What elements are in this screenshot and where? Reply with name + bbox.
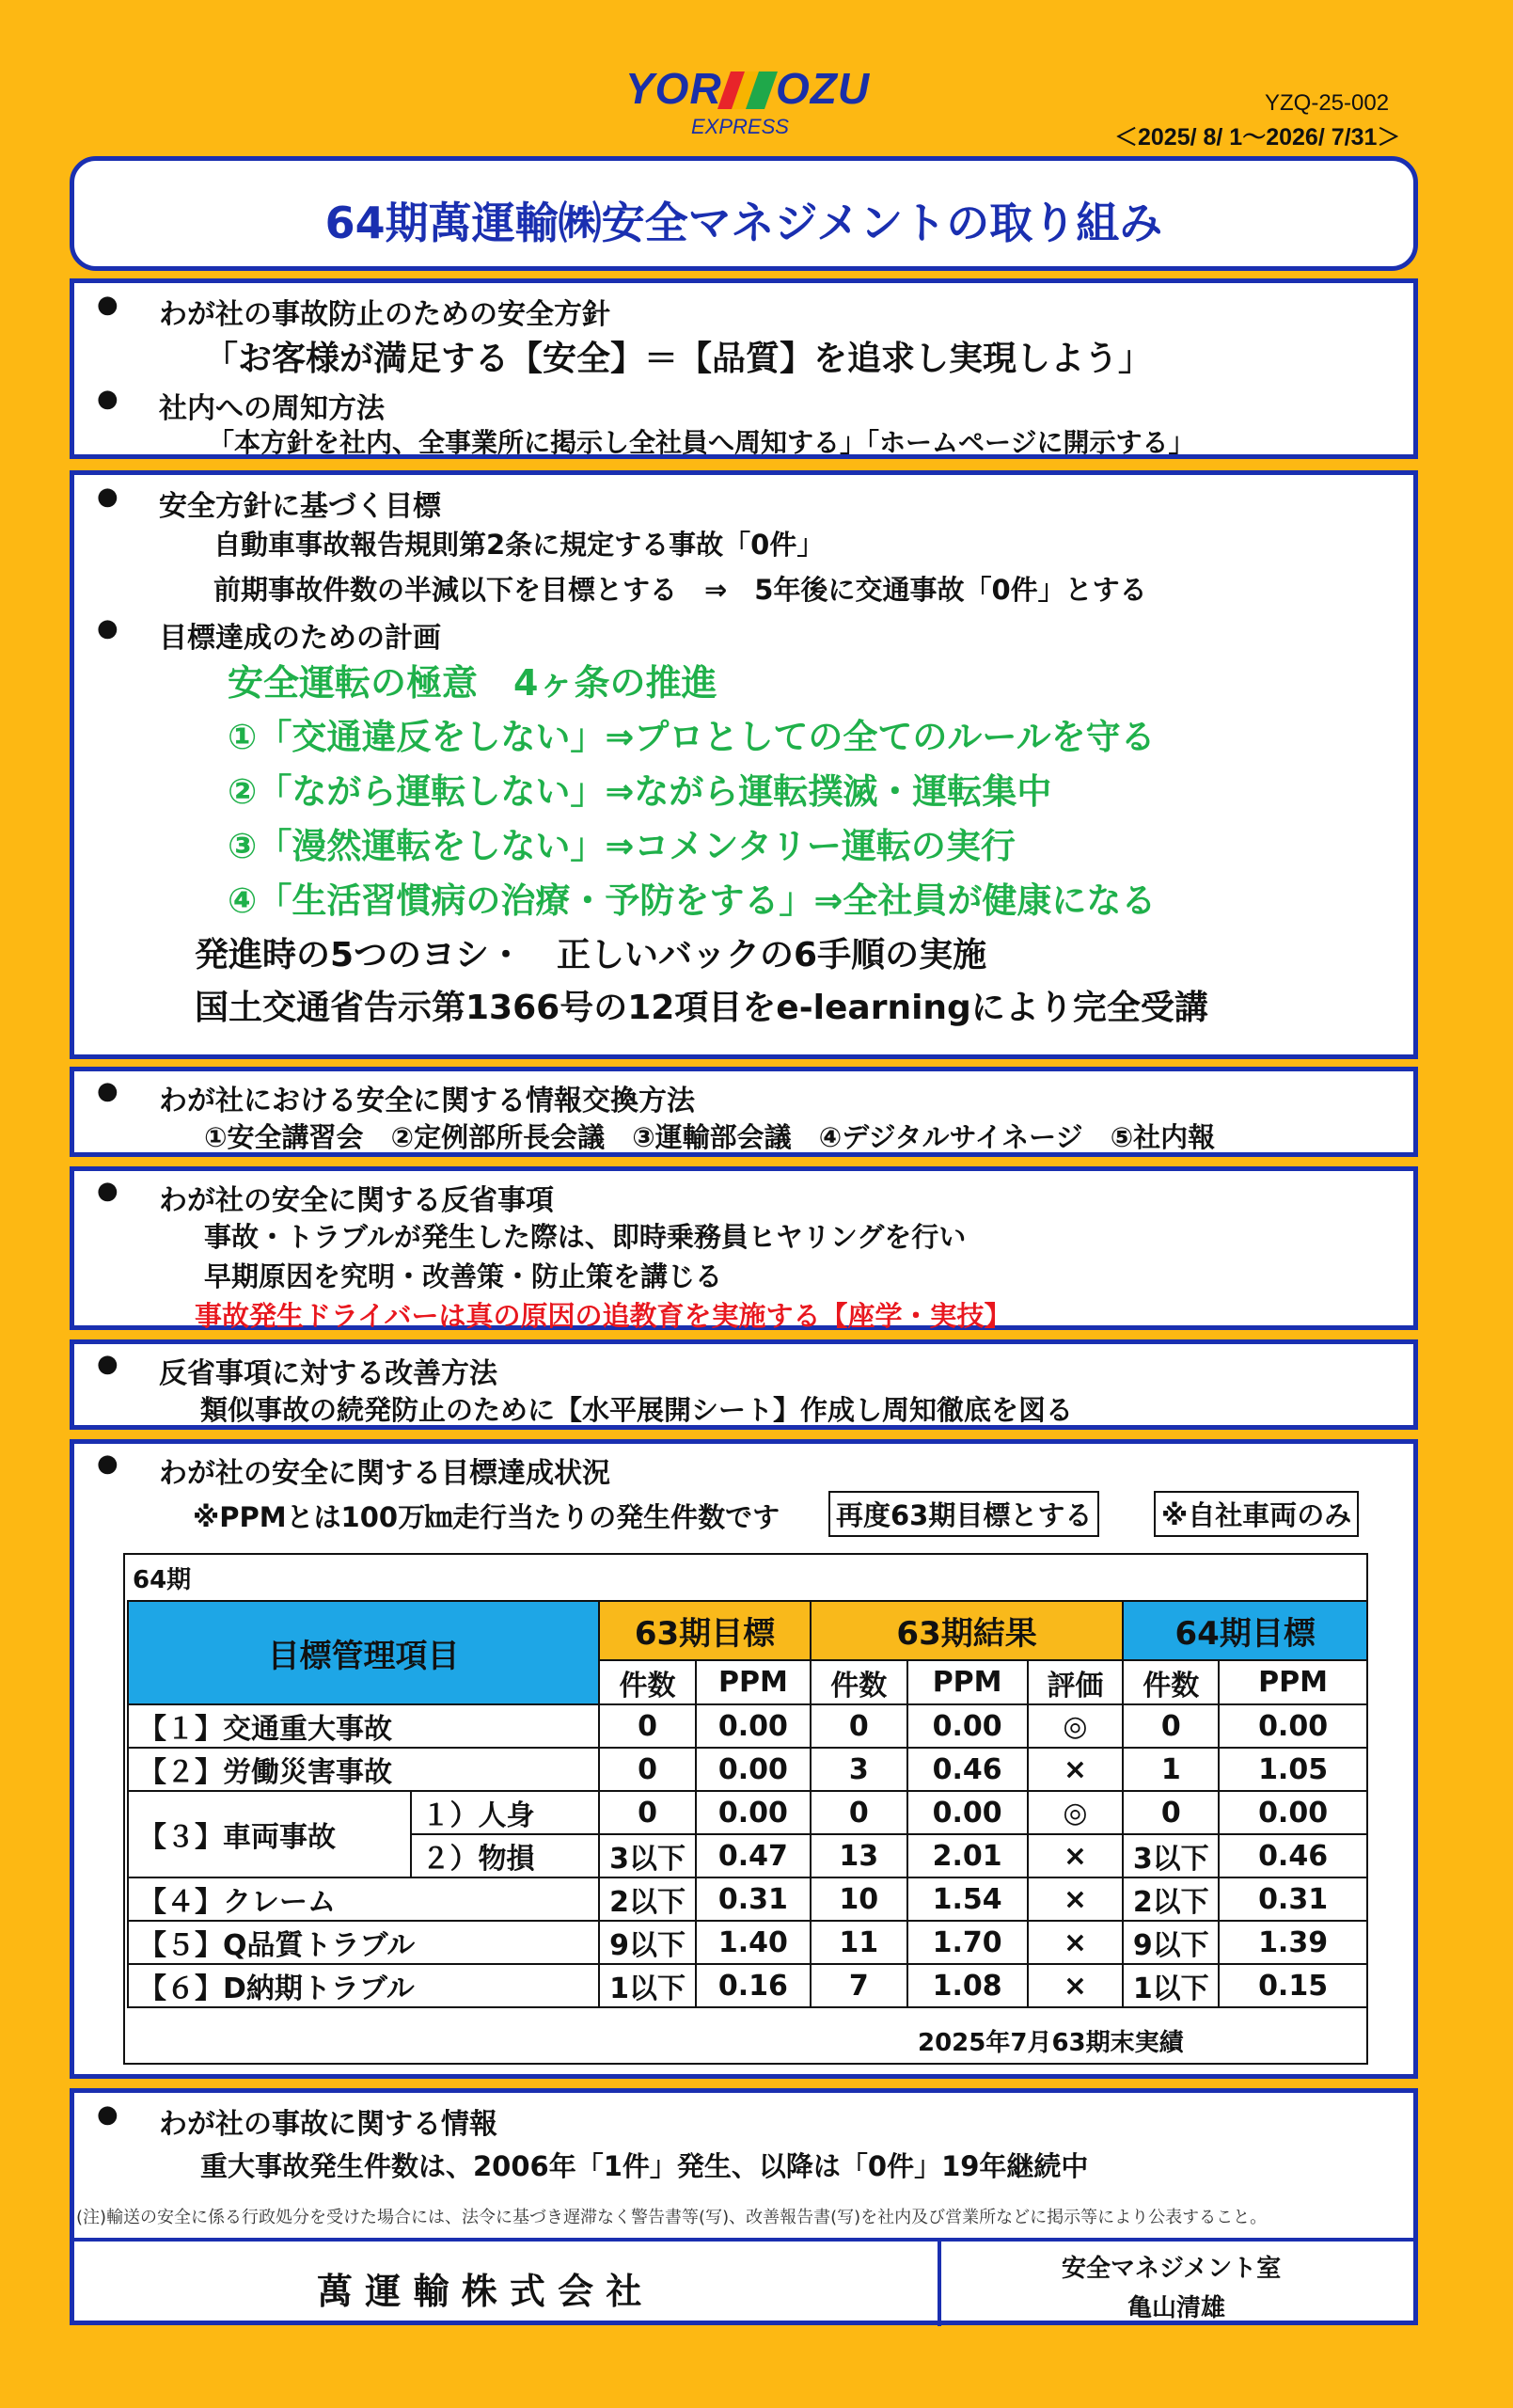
own-vehicle-note-box: ※自社車両のみ xyxy=(1154,1491,1359,1537)
svg-text:OZU: OZU xyxy=(776,64,871,113)
table-row xyxy=(128,1921,1367,1964)
row-label: 【５】Q品質トラブル xyxy=(128,1921,599,1964)
cell: 3 xyxy=(811,1748,907,1791)
notice-heading: ● 社内への周知方法 xyxy=(159,385,385,426)
period: ＜2025/ 8/ 1～2026/ 7/31＞ xyxy=(1114,124,1401,150)
info-exchange-text: ①安全講習会 ②定例部所長会議 ③運輸部会議 ④デジタルサイネージ ⑤社内報 xyxy=(204,1121,1216,1153)
cell: 1以下 xyxy=(1123,1964,1219,2007)
title-box xyxy=(70,156,1418,271)
cell: 9以下 xyxy=(599,1921,696,1964)
cell: 0.15 xyxy=(1219,1964,1367,2007)
eval-cell: ◎ xyxy=(1028,1791,1124,1834)
col-64target-header: 64期目標 xyxy=(1123,1601,1367,1660)
sub-ppm: PPM xyxy=(907,1660,1028,1704)
sub-count: 件数 xyxy=(811,1660,907,1704)
cell: 3以下 xyxy=(599,1834,696,1877)
improvement-section xyxy=(70,1339,1418,1430)
status-table xyxy=(127,1600,1368,2008)
cell: 0.00 xyxy=(696,1704,811,1748)
cell: 1以下 xyxy=(599,1964,696,2007)
reflection-line3: 事故発生ドライバーは真の原因の追教育を実施する【座学・実技】 xyxy=(195,1300,1012,1332)
notice-text: 「本方針を社内、全事業所に掲示し全社員へ周知する」「ホームページに開示する」 xyxy=(208,427,1195,458)
cell: 0.00 xyxy=(907,1791,1028,1834)
sub-ppm: PPM xyxy=(696,1660,811,1704)
cell: 0.46 xyxy=(907,1748,1028,1791)
cell: 7 xyxy=(811,1964,907,2007)
col-63target-header: 63期目標 xyxy=(599,1601,811,1660)
cell: 0.46 xyxy=(1219,1834,1367,1877)
goals-extra1: 発進時の5つのヨシ・ 正しいバックの6手順の実施 xyxy=(195,936,987,974)
accident-info-heading: ● わが社の事故に関する情報 xyxy=(159,2100,497,2142)
cell: 0.16 xyxy=(696,1964,811,2007)
table-row xyxy=(128,1877,1367,1921)
table-row xyxy=(128,1748,1367,1791)
row-label: 【１】交通重大事故 xyxy=(128,1704,599,1748)
accident-info-text: 重大事故発生件数は、2006年「1件」発生、以降は「0件」19年継続中 xyxy=(200,2150,1089,2182)
row-sublabel: ２）物損 xyxy=(411,1834,599,1877)
cell: 10 xyxy=(811,1877,907,1921)
cell: 0 xyxy=(599,1704,696,1748)
cell: 0 xyxy=(811,1704,907,1748)
table-row xyxy=(128,1964,1367,2007)
cell: 1.05 xyxy=(1219,1748,1367,1791)
plan-title: 安全運転の極意 4ヶ条の推進 xyxy=(228,662,717,704)
eval-cell: ◎ xyxy=(1028,1704,1124,1748)
person-name: 亀山清雄 xyxy=(1127,2294,1226,2322)
plan-heading: ● 目標達成のための計画 xyxy=(159,614,441,656)
row-label: 【６】D納期トラブル xyxy=(128,1964,599,2007)
cell: 1.54 xyxy=(907,1877,1028,1921)
reflection-heading: ● わが社の安全に関する反省事項 xyxy=(159,1177,554,1218)
cell: 2以下 xyxy=(599,1877,696,1921)
logo-icon xyxy=(625,58,889,143)
cell: 13 xyxy=(811,1834,907,1877)
svg-text:YOR: YOR xyxy=(625,64,722,113)
ppm-note: ※PPMとは100万㎞走行当たりの発生件数です xyxy=(193,1501,780,1533)
cell: 0.47 xyxy=(696,1834,811,1877)
plan-item-4: ④「生活習慣病の治療・予防をする」⇒全社員が健康になる xyxy=(228,880,1157,921)
plan-item-1: ①「交通違反をしない」⇒プロとしての全てのルールを守る xyxy=(228,717,1156,757)
row-label: 【２】労働災害事故 xyxy=(128,1748,599,1791)
row-sublabel: １）人身 xyxy=(411,1791,599,1834)
improvement-heading: ● 反省事項に対する改善方法 xyxy=(159,1350,497,1391)
reflection-line1: 事故・トラブルが発生した際は、即時乗務員ヒヤリングを行い xyxy=(204,1221,967,1253)
cell: 11 xyxy=(811,1921,907,1964)
accident-info-section xyxy=(70,2088,1418,2325)
company-name: 萬 運 輸 株 式 会 社 xyxy=(317,2271,642,2312)
eval-cell: × xyxy=(1028,1834,1124,1877)
table-row xyxy=(128,1791,1367,1834)
cell: 0.00 xyxy=(907,1704,1028,1748)
policy-heading: ● わが社の事故防止のための安全方針 xyxy=(159,291,610,332)
accident-info-note: (注)輸送の安全に係る行政処分を受けた場合には、法令に基づき遅滞なく警告書等(写)、改善報告書(写)を社内及び営業所などに掲示等により公表すること。 xyxy=(76,2208,1268,2227)
info-exchange-heading: ● わが社における安全に関する情報交換方法 xyxy=(159,1077,695,1118)
cell: 0.31 xyxy=(696,1877,811,1921)
cell: 1.39 xyxy=(1219,1921,1367,1964)
status-heading: ● わが社の安全に関する目標達成状況 xyxy=(159,1450,610,1491)
company-logo xyxy=(625,58,889,143)
cell: 0.00 xyxy=(696,1748,811,1791)
cell: 0.00 xyxy=(696,1791,811,1834)
cell: 3以下 xyxy=(1123,1834,1219,1877)
doc-code: YZQ-25-002 xyxy=(1265,90,1390,116)
eval-cell: × xyxy=(1028,1964,1124,2007)
cell: 0.00 xyxy=(1219,1704,1367,1748)
policy-section xyxy=(70,278,1418,459)
target-note-box: 再度63期目標とする xyxy=(828,1491,1099,1537)
col-item-header: 目標管理項目 xyxy=(128,1601,599,1704)
cell: 0 xyxy=(1123,1791,1219,1834)
svg-text:EXPRESS: EXPRESS xyxy=(691,115,789,138)
plan-item-2: ②「ながら運転しない」⇒ながら運転撲滅・運転集中 xyxy=(228,771,1052,812)
cell: 0 xyxy=(599,1791,696,1834)
plan-item-3: ③「漫然運転をしない」⇒コメンタリー運転の実行 xyxy=(228,826,1016,866)
sub-count: 件数 xyxy=(599,1660,696,1704)
goals-extra2: 国土交通省告示第1366号の12項目をe-learningにより完全受講 xyxy=(195,989,1208,1027)
table-row xyxy=(128,1704,1367,1748)
cell: 0 xyxy=(811,1791,907,1834)
cell: 1.40 xyxy=(696,1921,811,1964)
cell: 0.31 xyxy=(1219,1877,1367,1921)
row-label: 【３】車両事故 xyxy=(128,1791,411,1877)
sub-count: 件数 xyxy=(1123,1660,1219,1704)
goals-line2: 前期事故件数の半減以下を目標とする ⇒ 5年後に交通事故「0件」とする xyxy=(213,574,1147,606)
cell: 2以下 xyxy=(1123,1877,1219,1921)
eval-cell: × xyxy=(1028,1748,1124,1791)
table-caption: 64期 xyxy=(133,1566,192,1594)
row-label: 【４】クレーム xyxy=(128,1877,599,1921)
goals-line1: 自動車事故報告規則第2条に規定する事故「0件」 xyxy=(213,529,825,561)
cell: 1 xyxy=(1123,1748,1219,1791)
col-63result-header: 63期結果 xyxy=(811,1601,1124,1660)
cell: 1.70 xyxy=(907,1921,1028,1964)
goals-heading: ● 安全方針に基づく目標 xyxy=(159,483,441,524)
status-section xyxy=(70,1439,1418,2079)
page-title: 64期萬運輸㈱安全マネジメントの取り組み xyxy=(324,198,1163,248)
cell: 9以下 xyxy=(1123,1921,1219,1964)
reflection-line2: 早期原因を究明・改善策・防止策を講じる xyxy=(204,1260,723,1292)
policy-text: 「お客様が満足する【安全】＝【品質】を追求し実現しよう」 xyxy=(204,340,1153,378)
cell: 0 xyxy=(599,1748,696,1791)
eval-cell: × xyxy=(1028,1921,1124,1964)
footer-divider xyxy=(74,2238,1413,2242)
info-exchange-section xyxy=(70,1067,1418,1157)
cell: 2.01 xyxy=(907,1834,1028,1877)
cell: 0 xyxy=(1123,1704,1219,1748)
department: 安全マネジメント室 xyxy=(1062,2255,1282,2283)
cell: 0.00 xyxy=(1219,1791,1367,1834)
eval-cell: × xyxy=(1028,1877,1124,1921)
improvement-text: 類似事故の続発防止のために【水平展開シート】作成し周知徹底を図る xyxy=(200,1394,1074,1426)
table-footnote: 2025年7月63期末実績 xyxy=(918,2029,1184,2057)
cell: 1.08 xyxy=(907,1964,1028,2007)
goals-section xyxy=(70,470,1418,1059)
sub-ppm: PPM xyxy=(1219,1660,1367,1704)
sub-eval: 評価 xyxy=(1028,1660,1124,1704)
reflection-section xyxy=(70,1166,1418,1330)
footer-vdivider xyxy=(938,2238,941,2326)
